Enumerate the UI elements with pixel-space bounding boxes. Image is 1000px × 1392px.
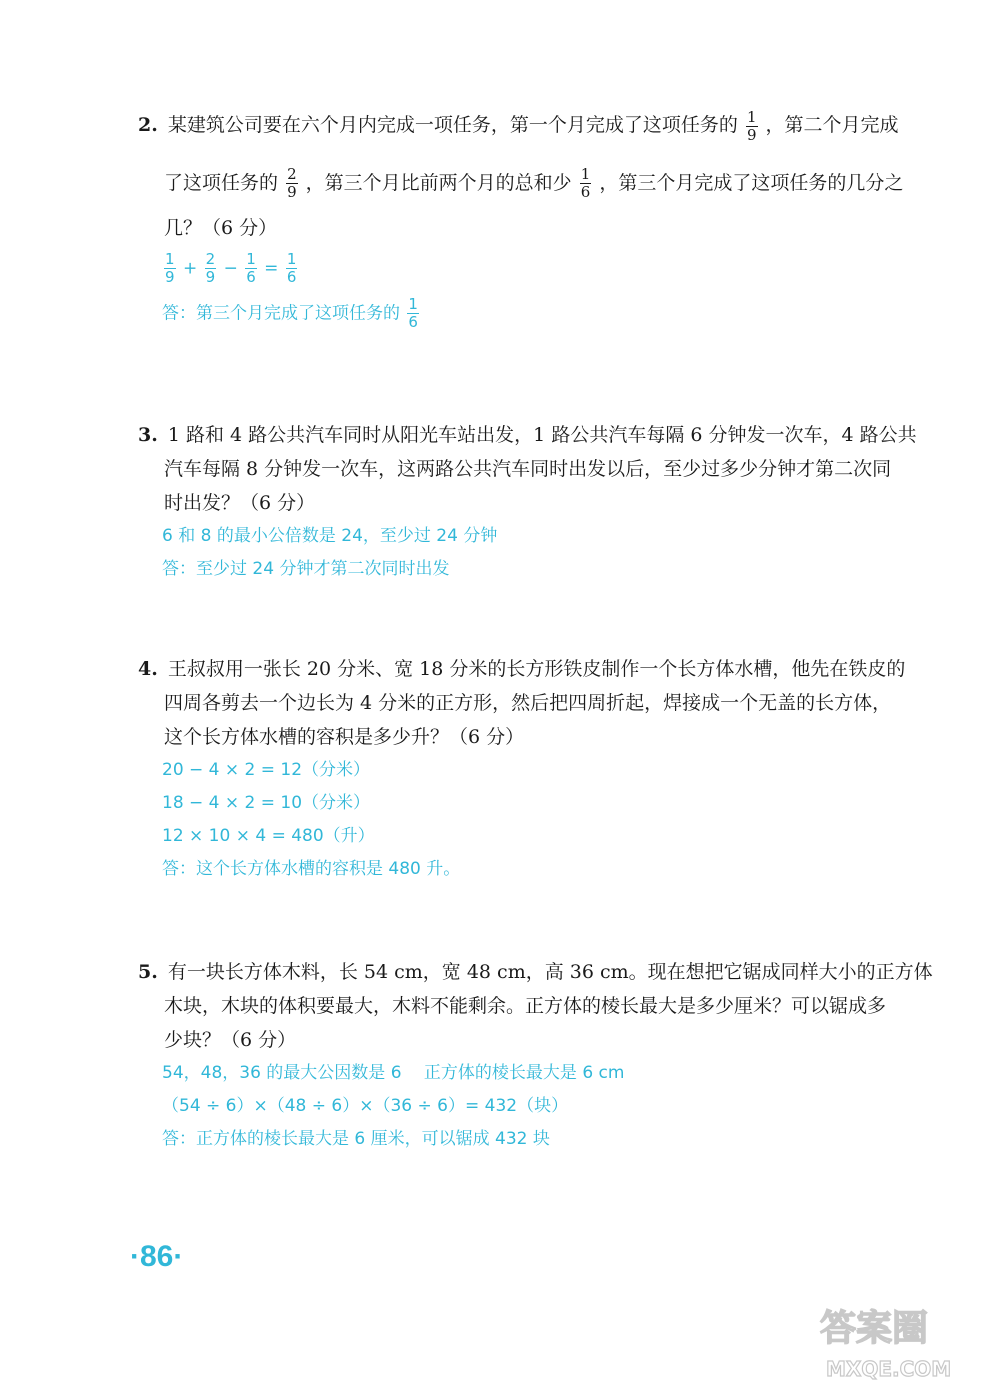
fraction: $\frac{1}{9}$ (746, 107, 757, 144)
q3-line-2: 汽车每隔 8 分钟发一次车，这两路公共汽车同时出发以后，至少过多少分钟才第二次同 (164, 458, 892, 480)
page-number: ·86· (130, 1240, 184, 1273)
fraction: $\frac{2}{9}$ (287, 165, 297, 201)
question-2 (138, 107, 904, 331)
q3-number: 3. (138, 424, 158, 446)
q4-line-3: 这个长方体水槽的容积是多少升？（6 分） (164, 726, 525, 748)
q4-answer-4: 答：这个长方体水槽的容积是 480 升。 (162, 859, 461, 879)
q2-answer-equation: $\frac{1}{9}$ + $\frac{2}{9}$ − $\frac{1}{6}$ = $\frac{1}{6}$ (165, 250, 297, 286)
q2-number: 2. (138, 114, 158, 136)
watermark-main: 答案圈 (820, 1308, 929, 1349)
q5-line-3: 少块？（6 分） (164, 1029, 297, 1051)
q5-line-2: 木块，木块的体积要最大，木料不能剩余。正方体的棱长最大是多少厘米？可以锯成多 (164, 995, 887, 1017)
q5-answer-2: （54 ÷ 6）×（48 ÷ 6）×（36 ÷ 6）= 432（块） (162, 1096, 569, 1116)
q5-answer-1: 54，48，36 的最大公因数是 6 正方体的棱长最大是 6 cm (162, 1063, 625, 1083)
q4-line-1: 4. 王叔叔用一张长 20 分米、宽 18 分米的长方形铁皮制作一个长方体水槽，他先在铁皮的 (138, 658, 906, 680)
q5-number: 5. (138, 961, 158, 983)
question-3 (138, 418, 917, 586)
watermark-logo (812, 1300, 992, 1384)
fraction: $\frac{1}{6}$ (580, 165, 591, 201)
q4-number: 4. (138, 658, 158, 680)
q4-answer-2: 18 − 4 × 2 = 10（分米） (162, 793, 371, 813)
q3-answer-1: 6 和 8 的最小公倍数是 24，至少过 24 分钟 (162, 526, 498, 546)
q5-line-1: 5. 有一块长方体木料，长 54 cm，宽 48 cm，高 36 cm。现在想把它锯成同样大小的正方体 (138, 961, 933, 983)
q4-answer-1: 20 − 4 × 2 = 12（分米） (162, 760, 371, 780)
q2-line-3: 几？（6 分） (164, 217, 278, 239)
q2-line-1: 2. 某建筑公司要在六个月内完成一项任务，第一个月完成了这项任务的 $\frac{1}{9}$ ，第二个月完成 (138, 107, 899, 144)
q3-line-1: 3. 1 路和 4 路公共汽车同时从阳光车站出发，1 路公共汽车每隔 6 分钟发一次车，4 路公共 (138, 424, 917, 446)
q3-line-3: 时出发？（6 分） (164, 492, 316, 514)
q3-answer-2: 答：至少过 24 分钟才第二次同时出发 (162, 559, 450, 579)
watermark-url: MXQE.COM (826, 1357, 952, 1381)
q2-answer-text: 答：第三个月完成了这项任务的 $\frac{1}{6}$ (162, 295, 418, 331)
q5-answer-3: 答：正方体的棱长最大是 6 厘米，可以锯成 432 块 (162, 1129, 550, 1149)
q4-line-2: 四周各剪去一个边长为 4 分米的正方形，然后把四周折起，焊接成一个无盖的长方体， (164, 692, 892, 714)
q2-line-2: 了这项任务的 $\frac{2}{9}$ ，第三个月比前两个月的总和少 $\frac{1}{6}$ ，第三个月完成了这项任务的几分之 (164, 165, 904, 201)
q4-answer-3: 12 × 10 × 4 = 480（升） (162, 826, 375, 846)
question-5 (138, 955, 933, 1156)
question-4 (138, 652, 906, 886)
